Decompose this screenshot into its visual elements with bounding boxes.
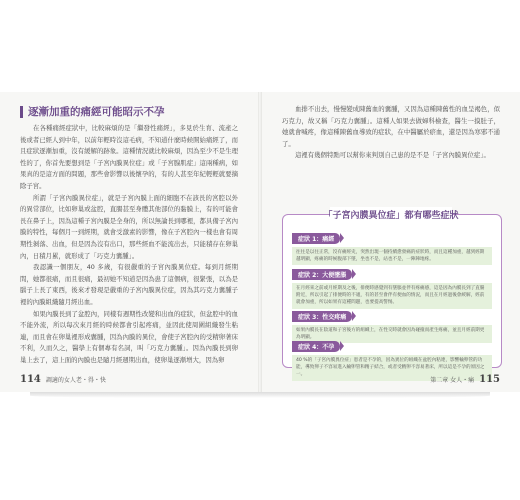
paragraph: 所謂「子宮內膜異位症」，就是子宮內膜上面的細胞不在該長的宮腔以外的異常部位，比如卵巢或盆腔，直腸甚至身體其他部位的黏膜上，有的可能會長在鼻子上，因為這種子宮內膜是全身的，所以無論長到哪裡，都具備子宮內膜的特性，每個月一到經期，就會受激素的影響，像在子宮腔內一樣也會有周期性剝落、出血，但是因為沒有出口，那些經血不能流出去，只能積存在卵巢內，日積月累，就形成了「巧克力囊腫」。: [20, 193, 238, 260]
page-number: 114: [20, 374, 41, 385]
label-tail: [352, 311, 356, 321]
symptom-box-title-text: 「子宮內膜異位症」都有哪些症狀: [323, 210, 459, 221]
paragraph: 如果內膜長到了盆腔內，同樣有週期性改變和出血的症狀，但盆腔中的血不能外流，所以每次來月經的時候都會引起疼痛，並因此使周圍組織發生粘連，而且會在卵巢裡形成囊腫，因為內膜的異位，會使子宮腔內的受精卵著床不利，久而久之，醫學上有個專有名詞，叫「巧克力囊腫」。因為內膜長到卵巢上去了，這上面的內膜也是隨月經週期出血，使卵巢逐漸增大，因為卵: [20, 309, 238, 364]
section-heading: [20, 104, 238, 119]
paragraph: 在各種痛經症狀中，比較麻煩的是「繼發性痛經」，多見於生育、流產之後或者已經人到中年，以前年輕時沒這毛病，不知道什麼時候開始痛經了，而且症狀逐漸加重，沒有緩解的跡象。這種情況就比較麻煩，因為至少不是生理性的了，你首先要想到是「子宮內膜異位症」或「子宮腺肌症」這兩種病，如果真的是這方面的問題，那些會影響以後懷孕的，有的人甚至年紀輕輕就要摘除子宮。: [20, 124, 238, 190]
symptom-description: 40 %的「子宮內膜異位症」患者是不孕的，因為異位的組織在盆腔內粘連，影響輸卵管的功能，導致卵子不容易進入輸卵管和精子結合，或者受精卵不容易著床，所以這是不孕的原因之一。: [292, 355, 492, 381]
symptom-item: [292, 262, 492, 309]
symptom-label-text: 症狀 4：不孕: [298, 344, 335, 351]
paragraph: 血排不出去，慢慢變成陳舊血的囊腫，又因為這種陳舊性的血呈褐色，似巧克力，故又稱「巧克力囊腫」。這種人如果去做婦科檢查，醫生一摸肚子，她就會喊疼，像這種陳舊血導致的症狀，在中醫屬於瘀血，還是因為寒邪不通了。: [282, 105, 500, 148]
label-tail: [340, 233, 344, 243]
left-folio: [20, 374, 106, 385]
heading-text: 逐漸加重的痛經可能昭示不孕: [28, 106, 165, 118]
left-page: [20, 104, 238, 366]
paragraph: 我認識一個朋友，40 多歲，有很嚴重的子宮內膜異位症。每到月經期間，她都很痛，而且很痛，最初她不知道是因為患了這個病，很緊張，以為是腦子上長了東西，後來才發現是嚴重的子宮內膜異位症，因為其巧克力囊腫子裡的內膜組織隨月經出血。: [20, 263, 238, 306]
symptom-label-text: 症狀 3：性交疼痛: [298, 314, 347, 321]
symptom-label-text: 症狀 2：大便墜脹: [298, 272, 347, 279]
right-page: [282, 104, 500, 162]
symptom-item: [292, 226, 492, 265]
symptom-label: [292, 233, 340, 244]
heading-accent-bar: [20, 106, 23, 118]
symptom-label: [292, 341, 340, 352]
running-title: 第二章 女人・痛: [430, 377, 475, 384]
symptom-description: 往往是以往正常，沒有痛經史，突然出現一個持續愈發痛的症狀時，而且這種加重，越到經期越明顯，疼痛的時候腹部下墜，坐也不是，站也不是，一陣陣地疼。: [292, 247, 492, 265]
paragraph: 這裡有幾個特點可以幫你來判別自己患的是不是「子宮內膜異位症」。: [295, 151, 490, 160]
symptom-label: [292, 311, 352, 322]
symptom-description: 如果內膜長在陰道和子宮後方的組織上，在性交時就會因為碰撞而產生疼痛，並且月經前期更為明顯。: [292, 325, 492, 343]
label-tail: [352, 269, 356, 279]
running-title: 調適的女人老・得・快: [45, 377, 106, 384]
right-folio: [430, 374, 500, 385]
label-tail: [340, 341, 344, 351]
symptom-label: [292, 269, 352, 280]
symptom-label-text: 症狀 1：痛經: [298, 236, 335, 243]
book-shadow: [30, 392, 490, 398]
symptom-description: 在月經來之前或月經期及之後，排便時感覺到有墜脹並伴有疼痛感，這是因為內膜長到了直腸附近，所以引起了排便時的不適，有的甚至會伴有便血的情況，而且在月經過後會緩解，經前就會加重，所以如果有這種問題，也要提高警惕。: [292, 283, 492, 309]
page-number: 115: [479, 374, 500, 385]
book-gutter: [258, 92, 262, 392]
symptom-box-title: [323, 207, 459, 221]
